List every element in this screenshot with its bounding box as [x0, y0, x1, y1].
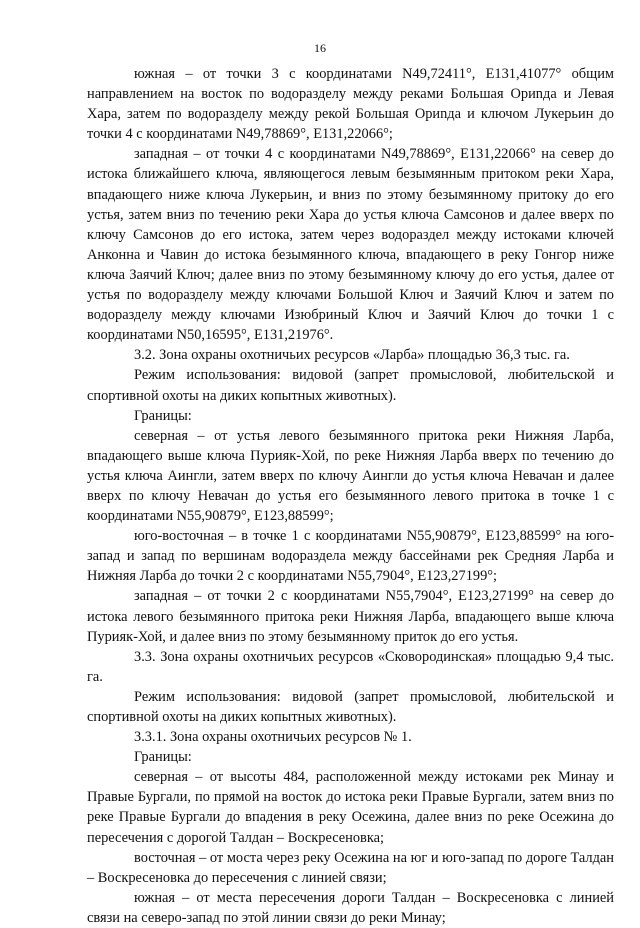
boundaries-label-3-3-1: Границы: — [134, 749, 192, 766]
document-body — [87, 64, 614, 928]
paragraph-north-boundary-3-2: северная – от устья левого безымянного притока реки Нижняя Ларба, впадающего выше ключа Пурияк-Хой, по реке Нижняя Ларба вверх по течению до устья ключа Аингли, затем вверх по ключу Аингли до устья ключа Невачан и далее вверх по ключу Невачан до устья его безымянного левого притока в точке 1 с координатами N55,90879°, E123,88599°; — [87, 427, 614, 525]
paragraph-west-boundary-3-1: западная – от точки 4 с координатами N49,78869°, E131,22066° на север до истока ближайшего ключа, являющегося левым безымянным притоком реки Хара, впадающего ниже ключа Лукерьин, и вниз по этому безымянному притоку до его устья, затем вниз по течению реки Хара до устья ключа Самсонов и далее вверх по ключу Самсонов до его истока, затем через водораздел между истоками ключей Анконна и Чавин до истока безымянного ключа, впадающего в реку Гонгор ниже ключа Заячий Ключ; далее вниз по этому безымянному ключу до его устья, далее от устья по водоразделу между ключами Большой Ключ и Заячий Ключ и затем по водоразделу между ключами Изюбриный Ключ и Заячий Ключ до точки 1 с координатами N50,16595°, E131,21976°. — [87, 146, 614, 344]
paragraph-usage-regime-3-2: Режим использования: видовой (запрет промысловой, любительской и спортивной охоты на диких копытных животных). — [87, 367, 614, 404]
boundaries-label-3-2: Границы: — [134, 407, 192, 424]
section-heading-3-3-1: 3.3.1. Зона охраны охотничьих ресурсов № 1. — [134, 729, 412, 746]
paragraph-usage-regime-3-3: Режим использования: видовой (запрет промысловой, любительской и спортивной охоты на диких копытных животных). — [87, 688, 614, 725]
paragraph-east-boundary-3-3-1: восточная – от моста через реку Осежина на юг и юго-запад по дороге Талдан – Воскресеновка до пересечения с линией связи; — [87, 849, 614, 886]
paragraph-south-boundary-3-1: южная – от точки 3 с координатами N49,72411°, E131,41077° общим направлением на восток по водоразделу между реками Большая Ориnда и Левая Хара, затем по водоразделу между рекой Большая Ориnда и ключом Лукерьин до точки 4 с координатами N49,78869°, E131,22066°; — [87, 66, 614, 143]
section-heading-3-2: 3.2. Зона охраны охотничьих ресурсов «Ларба» площадью 36,3 тыс. га. — [134, 347, 570, 364]
paragraph-west-boundary-3-2: западная – от точки 2 с координатами N55,7904°, E123,27199° на север до истока левого безымянного притока реки Нижняя Ларба, впадающего выше ключа Пурияк-Хой, и далее вниз по этому безымянному приток до его устья. — [87, 588, 614, 645]
page-number: 16 — [314, 41, 326, 55]
paragraph-north-boundary-3-3-1: северная – от высоты 484, расположенной между истоками рек Минау и Правые Бургали, по прямой на восток до истока реки Правые Бургали, затем вниз по реке Правые Бургали до впадения в реку Осежина, далее вниз по реке Осежина до пересечения с дорогой Талдан – Воскресеновка; — [87, 769, 614, 846]
paragraph-south-boundary-3-3-1: южная – от места пересечения дороги Талдан – Воскресеновка с линией связи на северо-запад по этой линии связи до реки Минау; — [87, 889, 614, 926]
section-heading-3-3: 3.3. Зона охраны охотничьих ресурсов «Сковородинская» площадью 9,4 тыс. га. — [87, 648, 614, 685]
paragraph-southeast-boundary-3-2: юго-восточная – в точке 1 с координатами N55,90879°, E123,88599° на юго-запад и запад по вершинам водораздела между бассейнами рек Средняя Ларба и Нижняя Ларба до точки 2 с координатами N55,7904°, E123,27199°; — [87, 528, 614, 585]
